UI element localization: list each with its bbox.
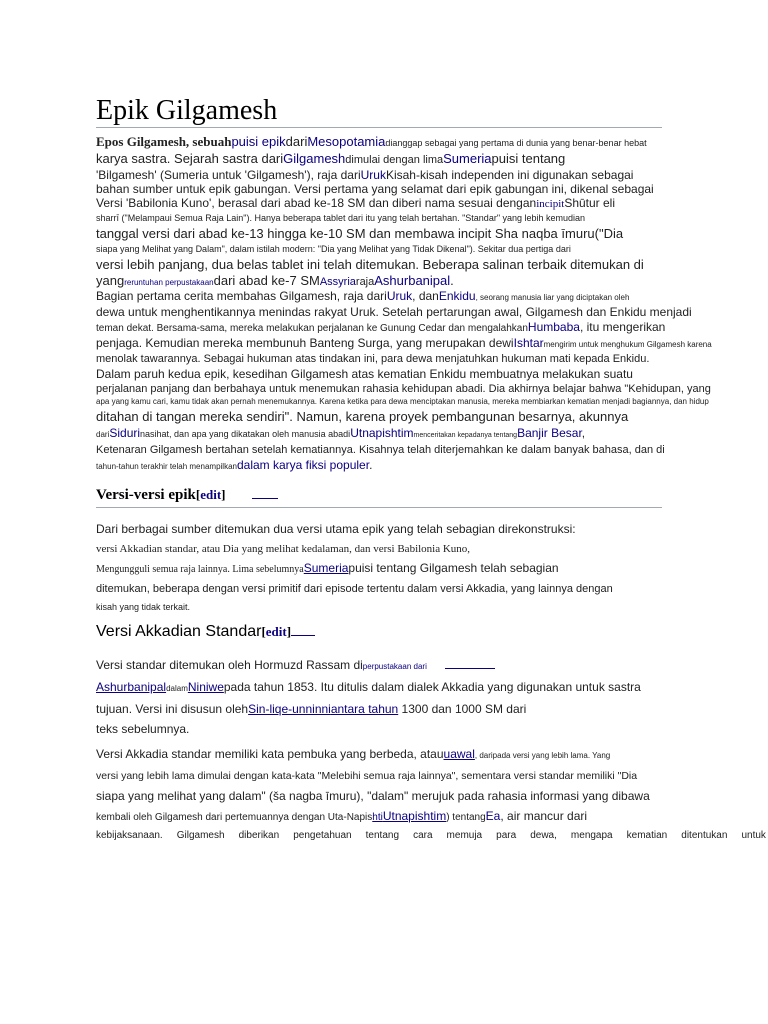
link-ea[interactable]: Ea [485,809,501,823]
text: . [450,273,454,288]
paragraph-line: Dari berbagai sumber ditemukan dua versi utama epik yang telah sebagian direkonstruksi: [96,522,576,536]
section-heading-versi-versi-epik [96,486,278,504]
text: nasihat, dan apa yang dikatakan oleh manusia abadi [140,429,351,439]
text: pada tahun 1853. Itu ditulis dalam dialek Akkadia yang digunakan untuk sastra [223,680,641,694]
paragraph-line [96,655,764,677]
text: dari [96,430,110,439]
link-reruntuhan-perpustakaan[interactable]: reruntuhan perpustakaan [124,278,214,287]
paragraph-line: menolak tawarannya. Sebagai hukuman atas tindakan ini, para dewa menjatuhkan hukuman mati kepada Enkidu. [96,353,650,365]
intro-line: bahan sumber untuk epik gabungan. Versi pertama yang selamat dari epik gabungan ini, dikenal sebagai [96,182,654,196]
paragraph-line [96,426,764,443]
link-uruk[interactable]: Uruk [360,168,386,182]
link-humbaba[interactable]: Humbaba [527,320,580,334]
text: tujuan. Versi ini disusun oleh [96,702,249,716]
paragraph-line: siapa yang melihat yang dalam" (ša nagba īmuru), "dalam" merujuk pada rahasia informasi yang dibawa [96,789,650,803]
link-incipit[interactable]: incipit [536,198,565,210]
link-antara-tahun[interactable]: antara tahun [330,702,399,716]
edit-link[interactable]: edit [265,624,287,639]
paragraph-line: Ketenaran Gilgamesh bertahan setelah kematiannya. Kisahnya telah diterjemahkan ke dalam banyak bahasa, dan di [96,444,665,456]
text: puisi tentang Gilgamesh telah sebagian [348,561,559,575]
text: , seorang manusia liar yang diciptakan oleh [475,293,630,302]
paragraph-line [96,806,764,828]
text: Versi standar ditemukan oleh Hormuzd Rassam di [96,658,363,672]
section-divider [96,507,662,508]
text: dalam [166,684,188,693]
text: , daripada versi yang lebih lama. Yang [474,751,611,760]
intro-line: sharrī ("Melampaui Semua Raja Lain"). Hanya beberapa tablet dari itu yang telah bertahan. "Standar" yang lebih kemudian [96,213,586,223]
word: Gilgamesh [176,830,225,841]
title-divider [96,127,662,128]
word: kematian [626,830,668,841]
text: Shūtur eli [564,196,616,210]
text: tahun-tahun terakhir telah menampilkan [96,462,237,471]
section-2-paragraph-2 [96,744,764,828]
paragraph-line [96,336,764,352]
justified-paragraph-line [96,829,766,843]
text: Kisah-kisah independen ini digunakan sebagai [385,168,634,182]
paragraph-line [96,289,764,305]
intro-line [96,273,764,290]
text: dimulai dengan lima [345,154,444,166]
paragraph-line: Dalam paruh kedua epik, kesedihan Gilgamesh atas kematian Enkidu membuatnya melakukan suatu [96,367,633,381]
text: 'Bilgamesh' (Sumeria untuk 'Gilgamesh'), raja dari [96,168,361,182]
word: tentang [365,830,400,841]
link-banjir-besar[interactable]: Banjir Besar [517,426,582,440]
text: karya sastra. Sejarah sastra dari [96,151,284,166]
intro-line [96,168,764,182]
link-puisi-epik[interactable]: puisi epik [231,134,286,149]
paragraph-2 [96,289,764,367]
intro-line: tanggal versi dari abad ke-13 hingga ke-10 SM dan membawa incipit Sha naqba īmuru("Dia [96,226,624,241]
link-siduri[interactable]: Siduri [109,426,141,440]
intro-paragraph [96,134,764,290]
intro-line: siapa yang Melihat yang Dalam", dalam istilah modern: "Dia yang Melihat yang Tidak Dikenal"). Sekitar dua pertiga dari [96,244,571,254]
paragraph-line: teks sebelumnya. [96,722,190,736]
link-uawal[interactable]: uawal [443,747,475,761]
word: kebijaksanaan. [96,830,163,841]
link-niniwe[interactable]: Niniwe [187,680,224,694]
edit-bracket-open: [ [195,487,201,502]
text: mengirim untuk menghukum Gilgamesh karena [543,340,712,349]
intro-line [96,134,764,151]
link-ishtar[interactable]: Ishtar [513,336,544,350]
link-uruk[interactable]: Uruk [386,289,413,303]
text: Versi 'Babilonia Kuno', berasal dari abad ke-18 SM dan diberi nama sesuai dengan [96,196,537,210]
paragraph-3 [96,367,764,475]
text: , air mancur dari [500,809,588,823]
link-mesopotamia[interactable]: Mesopotamia [307,134,386,149]
text: raja [355,276,375,288]
text: 1300 dan 1000 SM dari [398,702,527,716]
link-underline-blank [291,634,315,636]
edit-section-link [261,624,291,639]
link-perpustakaan-dari[interactable]: perpustakaan dari [362,662,427,671]
edit-link[interactable]: edit [200,487,222,502]
link-enkidu[interactable]: Enkidu [438,289,476,303]
paragraph-line: ditahan di tangan mereka sendiri". Namun, karena proyek pembangunan besarnya, akunnya [96,409,629,424]
intro-line [96,151,764,168]
word: para [496,830,517,841]
text: dianggap sebagai yang pertama di dunia yang benar-benar hebat [385,138,647,148]
section-1-body [96,519,764,615]
text: dari abad ke-7 SM [213,273,320,288]
link-gilgamesh[interactable]: Gilgamesh [283,151,346,166]
word: mengapa [570,830,613,841]
paragraph-line: perjalanan panjang dan berbahaya untuk menemukan rahasia kehidupan abadi. Dia akhirnya belajar bahwa "Kehidupan, yang [96,383,711,395]
intro-line [96,196,764,211]
intro-line: versi lebih panjang, dua belas tablet ini telah ditemukan. Beberapa salinan terbaik ditemukan di [96,257,644,272]
text: . [369,458,373,472]
link-underline-blank [445,667,495,669]
word: untuk [741,830,766,841]
text: menceritakan kepadanya tentang [413,432,518,439]
edit-bracket-open: [ [261,624,266,639]
paragraph-line: ditemukan, beberapa dengan versi primitif dari episode tertentu dalam versi Akkadia, yang lainnya dengan [96,583,613,595]
section-heading-text: Versi-versi epik [96,487,196,503]
text: Versi Akkadia standar memiliki kata pembuka yang berbeda, atau [96,747,444,761]
link-ashurbanipal[interactable]: Ashurbanipal [374,273,451,288]
link-dalam-karya-fiksi-populer[interactable]: dalam karya fiksi populer [236,458,370,472]
paragraph-line: versi yang lebih lama dimulai dengan kata-kata "Melebihi semua raja lainnya", sementara versi standar memiliki "Dia [96,770,638,782]
word: diberikan [238,830,280,841]
link-sumeria[interactable]: Sumeria [443,151,492,166]
paragraph-line [96,677,764,699]
paragraph-line [96,744,764,766]
text: ) tentang [446,812,486,823]
paragraph-line [96,559,764,579]
word: ditentukan [681,830,728,841]
word: pengetahuan [293,830,352,841]
paragraph-line: apa yang kamu cari, kamu tidak akan pernah menemukannya. Karena ketika para dewa menciptakan manusia, mereka membiarkan kematian menjadi bagiannya, dan hidup [96,397,709,406]
text: teman dekat. Bersama-sama, mereka melakukan perjalanan ke Gunung Cedar dan mengalahkan [96,323,528,334]
text: , itu mengerikan [579,320,666,334]
paragraph-line: dewa untuk menghentikannya menindas rakyat Uruk. Setelah pertarungan awal, Gilgamesh dan Enkidu menjadi [96,305,692,319]
link-utnapishtim[interactable]: Utnapishtim [350,426,414,440]
section-heading-versi-akkadian-standar [96,623,315,641]
word: dewa, [530,830,557,841]
link-hti[interactable]: hti [372,812,383,823]
text: kembali oleh Gilgamesh dari pertemuannya dengan Uta-Napis [96,812,373,823]
text: Mengungguli semua raja lainnya. Lima sebelumnya [96,564,304,575]
word: memuja [446,830,483,841]
link-utnapishtim[interactable]: Utnapishtim [382,809,447,823]
paragraph-line [96,699,764,719]
link-assyria[interactable]: Assyria [319,276,356,288]
paragraph-line [96,320,764,336]
section-2-paragraph-1 [96,655,764,739]
link-sin-liqe-unninni[interactable]: Sin-liqe-unninni [248,702,331,716]
edit-section-link [196,487,226,502]
edit-bracket-close: ] [286,624,292,639]
link-sumeria[interactable]: Sumeria [303,561,349,575]
edit-bracket-close: ] [221,487,226,502]
word: cara [413,830,433,841]
text: , dan [412,289,439,303]
text: , [581,426,586,440]
paragraph-line: kisah yang tidak terkait. [96,602,191,612]
text: yang [96,273,125,288]
link-ashurbanipal[interactable]: Ashurbanipal [96,680,167,694]
text: penjaga. Kemudian mereka membunuh Banteng Surga, yang merupakan dewi [96,336,514,350]
lead-bold-text: Epos Gilgamesh, sebuah [96,134,232,149]
page-title: Epik Gilgamesh [96,95,278,126]
text: Bagian pertama cerita membahas Gilgamesh, raja dari [96,289,387,303]
link-underline-blank [252,497,278,499]
section-heading-text: Versi Akkadian Standar [96,623,262,640]
paragraph-line: versi Akkadian standar, atau Dia yang melihat kedalaman, dan versi Babilonia Kuno, [96,543,471,555]
text: dari [285,134,308,149]
paragraph-line [96,457,764,475]
text: puisi tentang [491,151,566,166]
